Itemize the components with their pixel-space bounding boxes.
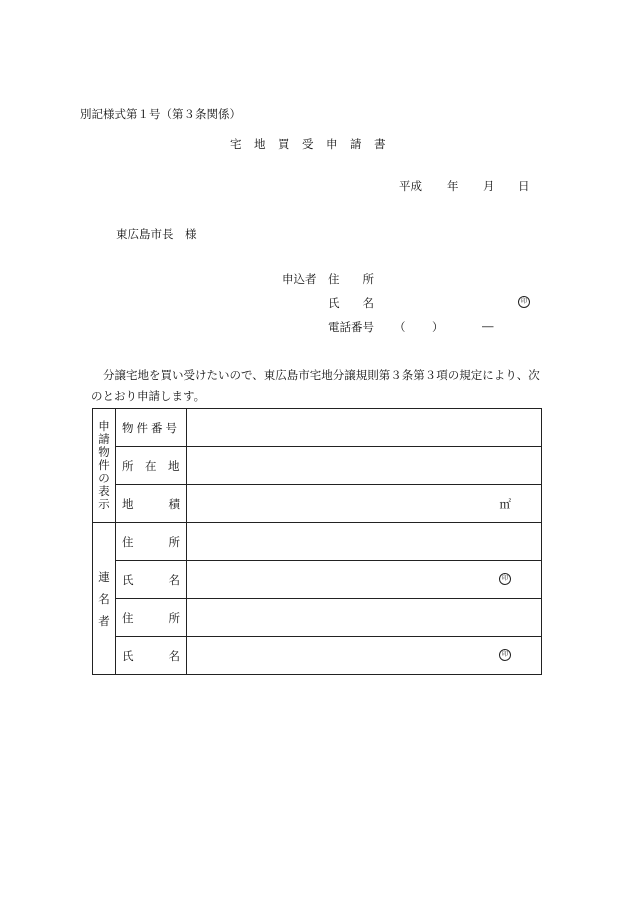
applicant-address-label: 住 所 — [328, 272, 374, 286]
area-field[interactable] — [187, 485, 542, 523]
joint-name-label-left: 氏 — [122, 649, 134, 663]
joint-name-label-right: 名 — [168, 573, 180, 587]
joint-address-label-right: 所 — [168, 535, 180, 549]
joint-name-label-cell — [116, 637, 187, 675]
joint-address-label-left: 住 — [122, 535, 134, 549]
property-group-label: 申請物件の表示 — [98, 419, 110, 511]
joint-address-label-cell — [116, 599, 187, 637]
joint-address-label-right: 所 — [168, 611, 180, 625]
location-label: 所 在 地 — [122, 459, 180, 473]
seal-icon: 印 — [499, 573, 511, 585]
date-year: 年 — [447, 179, 459, 193]
property-group-cell — [93, 409, 116, 523]
applicant-phone-label: 電話番号 — [328, 320, 374, 334]
property-number-label: 物件番号 — [122, 421, 180, 435]
property-number-label-cell — [116, 409, 187, 447]
area-label-cell — [116, 485, 187, 523]
seal-icon: 印 — [518, 296, 530, 308]
document-title: 宅 地 買 受 申 請 書 — [230, 137, 386, 151]
addressee: 東広島市長 様 — [116, 227, 197, 241]
area-unit: ㎡ — [499, 497, 511, 511]
date-month: 月 — [483, 179, 495, 193]
location-label-cell — [116, 447, 187, 485]
table-row — [93, 599, 542, 637]
joint-name-label-cell — [116, 561, 187, 599]
seal-icon: 印 — [499, 649, 511, 661]
joint-group-cell — [93, 523, 116, 675]
joint-name-label-left: 氏 — [122, 573, 134, 587]
application-table — [92, 408, 542, 675]
applicant-name-label: 氏 名 — [328, 296, 374, 310]
applicant-label: 申込者 — [282, 272, 317, 286]
location-field[interactable] — [187, 447, 542, 485]
table-row — [93, 561, 542, 599]
table-row — [93, 447, 542, 485]
joint-address-field-2[interactable] — [187, 599, 542, 637]
form-number: 別記様式第１号（第３条関係） — [80, 107, 241, 121]
joint-group-label: 連名者 — [98, 569, 110, 628]
date-era: 平成 — [399, 179, 422, 193]
property-number-field[interactable] — [187, 409, 542, 447]
joint-address-label-left: 住 — [122, 611, 134, 625]
body-line-1: 分譲宅地を買い受けたいので、東広島市宅地分譲規則第３条第３項の規定により、次 — [103, 368, 540, 382]
table-row — [93, 523, 542, 561]
table-row — [93, 485, 542, 523]
phone-close-paren: ） — [432, 320, 444, 334]
area-label-left: 地 — [122, 497, 134, 511]
joint-name-field-2[interactable] — [187, 637, 542, 675]
phone-open-paren: （ — [394, 320, 406, 334]
joint-name-label-right: 名 — [168, 649, 180, 663]
body-line-2: のとおり申請します。 — [91, 389, 206, 403]
joint-name-field-1[interactable] — [187, 561, 542, 599]
joint-address-field-1[interactable] — [187, 523, 542, 561]
phone-dash: ― — [482, 319, 494, 333]
table-row — [93, 409, 542, 447]
joint-address-label-cell — [116, 523, 187, 561]
date-day: 日 — [518, 179, 530, 193]
table-row — [93, 637, 542, 675]
area-label-right: 積 — [168, 497, 180, 511]
